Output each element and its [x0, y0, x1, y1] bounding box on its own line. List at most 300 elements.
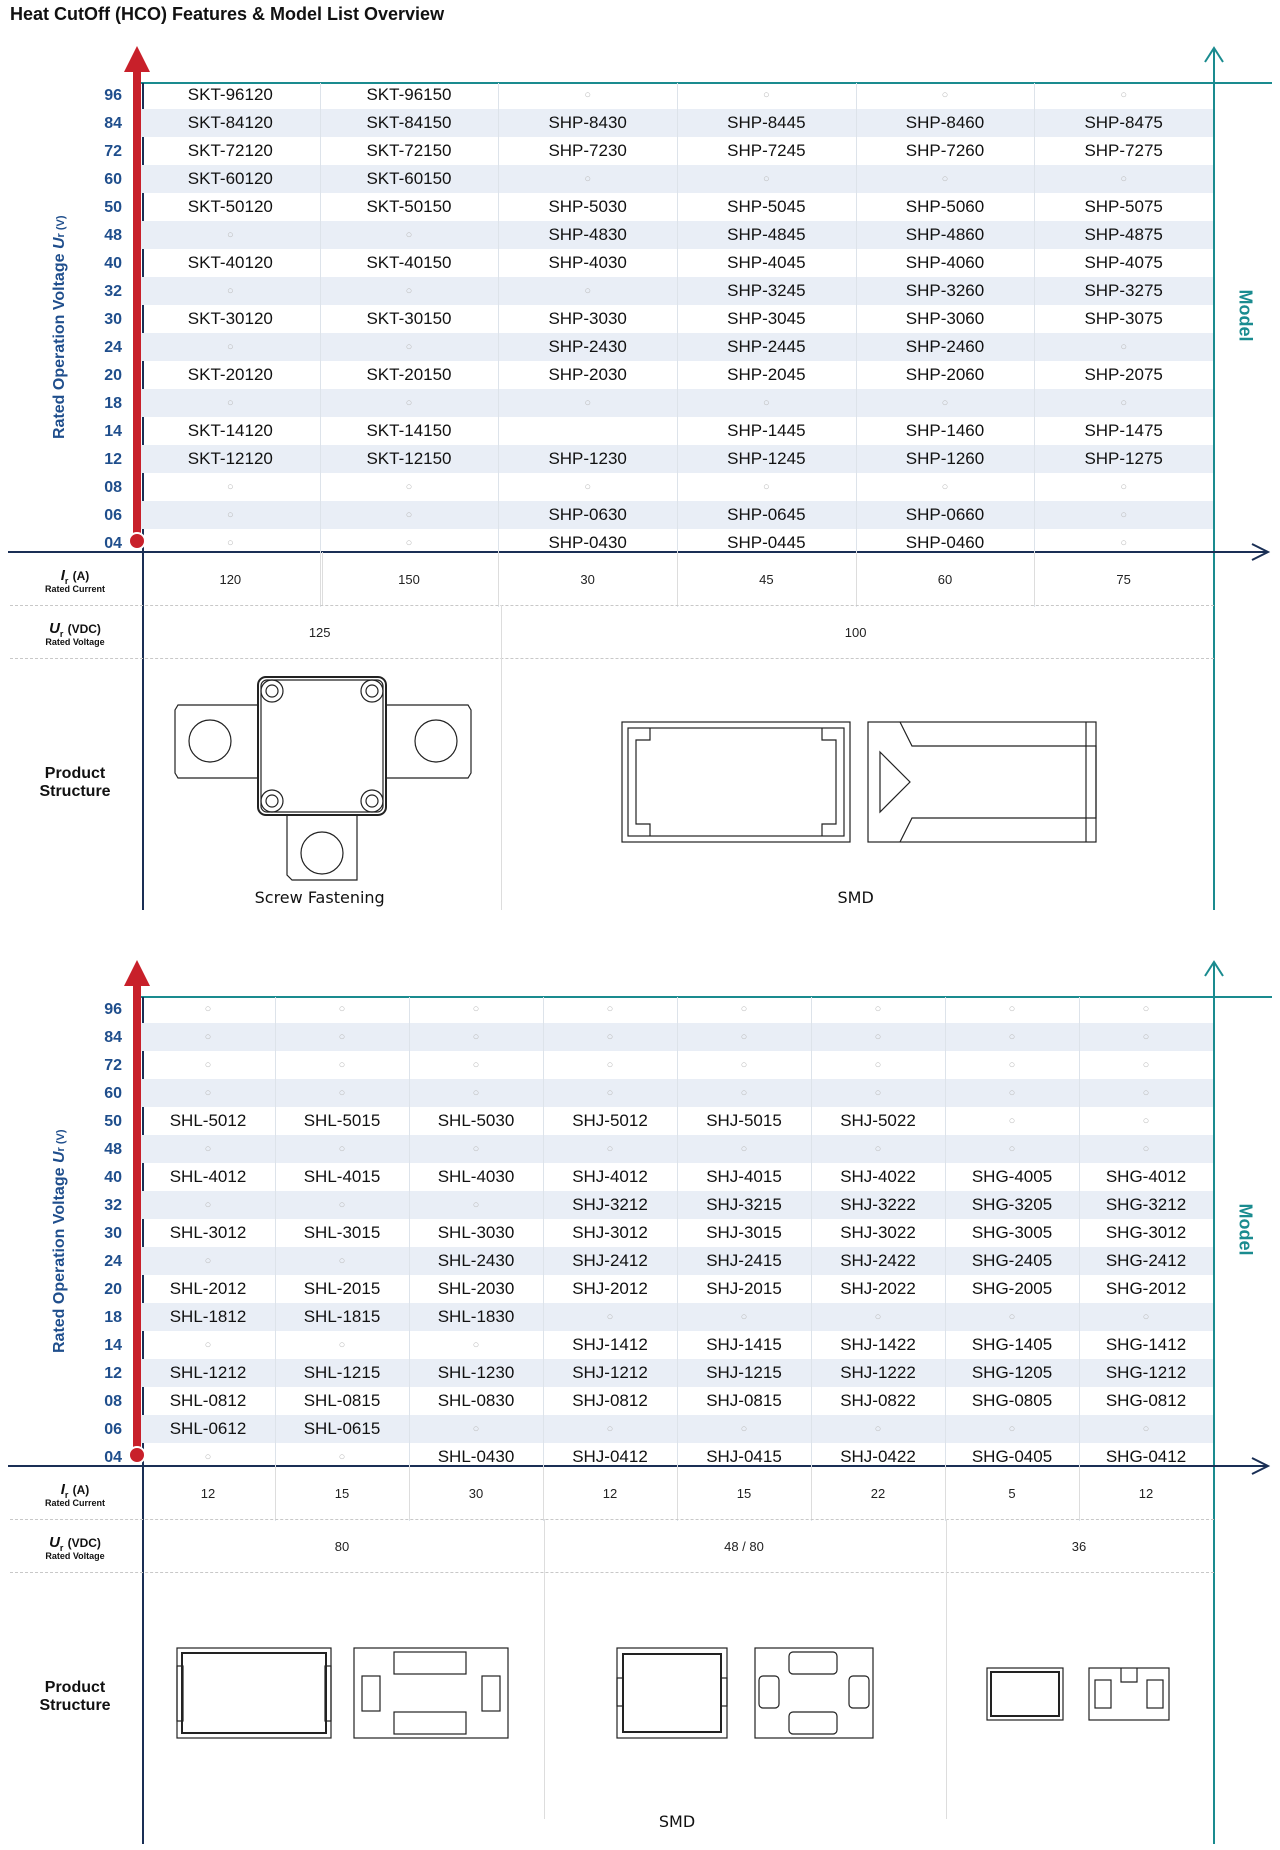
model-cell: SHL-5030 [437, 1111, 515, 1130]
empty-slot-mark: ○ [338, 1059, 346, 1071]
model-cell: SHJ-2012 [572, 1279, 648, 1298]
voltage-tick-label: 84 [104, 115, 122, 132]
model-cell: SHP-1475 [1084, 421, 1163, 440]
voltage-tick-label: 24 [104, 1253, 122, 1270]
model-cell: SKT-60120 [187, 169, 273, 188]
section2-divider-2 [10, 1572, 1214, 1573]
current-column-separator [275, 1466, 276, 1519]
model-cell: SHJ-1212 [572, 1363, 648, 1382]
model-cell: SHL-0430 [437, 1447, 515, 1466]
model-cell: SHP-2075 [1084, 365, 1163, 384]
model-cell: SHP-1275 [1084, 449, 1163, 468]
model-cell: SHP-2060 [905, 365, 985, 384]
model-cell: SHP-5030 [548, 197, 627, 216]
section2-divider-1 [10, 1519, 1214, 1520]
empty-slot-mark: ○ [1008, 1087, 1016, 1099]
model-cell: SHP-4860 [905, 225, 985, 244]
rated-current-value: 22 [870, 1486, 886, 1501]
current-column-separator [543, 1466, 544, 1519]
model-cell: SKT-20150 [366, 365, 452, 384]
shl-smd-drawing [175, 1646, 511, 1741]
empty-slot-mark: ○ [405, 537, 413, 549]
empty-slot-mark: ○ [1120, 481, 1127, 493]
empty-slot-mark: ○ [941, 397, 949, 409]
column-divider [677, 997, 678, 1521]
empty-slot-mark: ○ [763, 397, 770, 409]
section2-structure-label: Product Structure [39, 1679, 111, 1714]
model-cell: SHP-0430 [548, 533, 627, 552]
model-cell: SHL-0815 [303, 1391, 381, 1410]
model-cell: SHP-8430 [548, 113, 627, 132]
empty-slot-mark: ○ [1120, 509, 1127, 521]
voltage-tick-label: 30 [104, 311, 122, 328]
voltage-tick-label: 50 [104, 199, 122, 216]
current-column-separator [1034, 552, 1035, 605]
model-cell: SHG-3212 [1105, 1195, 1187, 1214]
model-cell: SHP-2030 [548, 365, 627, 384]
model-cell: SHJ-0412 [572, 1447, 648, 1466]
empty-slot-mark: ○ [405, 481, 413, 493]
model-cell: SHP-0460 [905, 533, 985, 552]
empty-slot-mark: ○ [1142, 1031, 1150, 1043]
voltage-tick-label: 08 [104, 1393, 122, 1410]
model-cell: SHG-2012 [1105, 1279, 1187, 1298]
model-cell: SHP-2045 [727, 365, 806, 384]
model-cell: SHP-1230 [548, 449, 627, 468]
voltage-tick-label: 50 [104, 1113, 122, 1130]
empty-slot-mark: ○ [204, 1339, 212, 1351]
model-cell: SHL-5012 [169, 1111, 247, 1130]
model-cell: SHG-3005 [971, 1223, 1053, 1242]
voltage-tick-label: 04 [104, 1449, 122, 1466]
section1-divider-2 [10, 658, 1214, 659]
empty-slot-mark: ○ [874, 1003, 882, 1015]
voltage-tick-label: 96 [104, 1001, 122, 1018]
voltage-tick-label: 72 [104, 1057, 122, 1074]
empty-slot-mark: ○ [338, 1003, 346, 1015]
column-divider [409, 997, 410, 1521]
model-cell: SHP-0645 [727, 505, 806, 524]
model-cell: SHG-1405 [971, 1335, 1053, 1354]
voltage-tick-label: 12 [104, 1365, 122, 1382]
empty-slot-mark: ○ [472, 1087, 480, 1099]
rated-current-value: 75 [1116, 572, 1131, 587]
empty-slot-mark: ○ [338, 1031, 346, 1043]
empty-slot-mark: ○ [874, 1311, 882, 1323]
model-cell: SHP-7245 [727, 141, 806, 160]
model-cell: SHJ-3215 [706, 1195, 782, 1214]
model-cell: SHL-1812 [169, 1307, 247, 1326]
empty-slot-mark: ○ [338, 1451, 346, 1463]
rated-current-value: 60 [937, 572, 953, 587]
shj-smd-drawing [615, 1646, 877, 1741]
model-cell: SKT-96120 [187, 85, 273, 104]
model-cell: SKT-72120 [187, 141, 273, 160]
voltage-tick-label: 20 [104, 367, 122, 384]
model-cell: SHJ-2015 [706, 1279, 782, 1298]
voltage-tick-label: 14 [104, 423, 122, 440]
empty-slot-mark: ○ [874, 1087, 882, 1099]
section1-divider-1 [10, 605, 1214, 606]
empty-slot-mark: ○ [740, 1311, 748, 1323]
empty-slot-mark: ○ [1142, 1059, 1150, 1071]
voltage-tick-label: 24 [104, 339, 122, 356]
empty-slot-mark: ○ [227, 229, 234, 241]
empty-slot-mark: ○ [606, 1059, 614, 1071]
model-cell: SHJ-2022 [840, 1279, 916, 1298]
model-cell: SHL-5015 [303, 1111, 381, 1130]
model-cell: SHP-3060 [905, 309, 985, 328]
voltage-tick-label: 60 [104, 1085, 122, 1102]
rated-current-value: 5 [1008, 1486, 1016, 1501]
model-cell: SHP-7230 [548, 141, 627, 160]
empty-slot-mark: ○ [1120, 341, 1127, 353]
rated-current-value: 15 [736, 1486, 752, 1501]
empty-slot-mark: ○ [740, 1003, 748, 1015]
model-cell: SHG-0405 [971, 1447, 1053, 1466]
current-column-separator [856, 552, 857, 605]
section2-y-axis-title: Rated Operation Voltage Ur (V) [51, 1129, 68, 1353]
model-cell: SHP-7260 [905, 141, 985, 160]
voltage-tick-label: 60 [104, 171, 122, 188]
model-cell: SHL-1830 [437, 1307, 515, 1326]
voltage-tick-label: 18 [104, 395, 122, 412]
model-cell: SHP-4845 [727, 225, 806, 244]
model-cell: SKT-30150 [366, 309, 452, 328]
model-cell: SKT-14120 [187, 421, 273, 440]
model-cell: SHL-1230 [437, 1363, 515, 1382]
empty-slot-mark: ○ [227, 481, 234, 493]
section2-structure-separator-a [544, 1519, 545, 1819]
model-cell: SHL-0830 [437, 1391, 515, 1410]
model-cell: SHP-8475 [1084, 113, 1163, 132]
model-cell: SHJ-1422 [840, 1335, 916, 1354]
voltage-tick-label: 14 [104, 1337, 122, 1354]
rated-voltage-value: 48 / 80 [724, 1539, 764, 1554]
empty-slot-mark: ○ [204, 1199, 212, 1211]
empty-slot-mark: ○ [405, 509, 413, 521]
model-cell: SHJ-1415 [706, 1335, 782, 1354]
model-cell: SHL-4012 [169, 1167, 247, 1186]
empty-slot-mark: ○ [1142, 1003, 1150, 1015]
voltage-tick-label: 32 [104, 1197, 122, 1214]
model-cell: SHJ-0815 [706, 1391, 782, 1410]
section-shl-shj-shg-hco [0, 914, 1280, 1850]
model-cell: SKT-40150 [366, 253, 452, 272]
section2-model-axis-label: Model [1235, 1203, 1256, 1256]
current-column-separator [677, 552, 678, 605]
empty-slot-mark: ○ [740, 1059, 748, 1071]
model-cell: SHJ-2415 [706, 1251, 782, 1270]
model-cell: SHP-4060 [905, 253, 985, 272]
empty-slot-mark: ○ [1142, 1087, 1150, 1099]
model-cell: SHL-2030 [437, 1279, 515, 1298]
model-cell: SHG-4012 [1105, 1167, 1187, 1186]
empty-slot-mark: ○ [584, 285, 591, 297]
model-cell: SHL-2430 [437, 1251, 515, 1270]
empty-slot-mark: ○ [338, 1087, 346, 1099]
model-cell: SHP-3275 [1084, 281, 1163, 300]
voltage-tick-label: 06 [104, 1421, 122, 1438]
model-cell: SHJ-3022 [840, 1223, 916, 1242]
model-cell: SHP-2430 [548, 337, 627, 356]
empty-slot-mark: ○ [740, 1143, 748, 1155]
section1-y-axis-title: Rated Operation Voltage Ur (V) [51, 215, 68, 439]
rated-voltage-value: 80 [334, 1539, 350, 1554]
model-cell: SHP-2445 [727, 337, 806, 356]
rated-current-value: 12 [602, 1486, 618, 1501]
empty-slot-mark: ○ [227, 537, 234, 549]
voltage-tick-label: 12 [104, 451, 122, 468]
empty-slot-mark: ○ [472, 1143, 480, 1155]
voltage-tick-label: 32 [104, 283, 122, 300]
model-cell: SHP-0445 [727, 533, 806, 552]
column-divider [320, 83, 321, 607]
empty-slot-mark: ○ [874, 1031, 882, 1043]
rated-current-value: 45 [759, 572, 774, 587]
model-cell: SHJ-5015 [706, 1111, 782, 1130]
model-cell: SHP-2460 [905, 337, 985, 356]
empty-slot-mark: ○ [1142, 1143, 1150, 1155]
section1-structure-separator [501, 605, 502, 910]
section2-ur-label: $U_r$ (VDC) Rated Voltage [45, 1534, 105, 1561]
column-divider [677, 83, 678, 607]
model-cell: SHJ-0415 [706, 1447, 782, 1466]
model-cell: SHG-0805 [971, 1391, 1053, 1410]
model-cell: SKT-20120 [187, 365, 273, 384]
section1-structure-label: Product Structure [39, 765, 111, 800]
empty-slot-mark: ○ [338, 1199, 346, 1211]
model-cell: SHJ-0422 [840, 1447, 916, 1466]
empty-slot-mark: ○ [472, 1339, 480, 1351]
empty-slot-mark: ○ [1008, 1311, 1016, 1323]
model-cell: SHJ-1215 [706, 1363, 782, 1382]
voltage-tick-label: 48 [104, 227, 122, 244]
empty-slot-mark: ○ [941, 481, 949, 493]
model-cell: SHP-7275 [1084, 141, 1163, 160]
empty-slot-mark: ○ [227, 397, 234, 409]
structure-caption: SMD [658, 1812, 696, 1831]
empty-slot-mark: ○ [204, 1087, 212, 1099]
model-cell: SKT-30120 [187, 309, 273, 328]
empty-slot-mark: ○ [1008, 1115, 1016, 1127]
section1-ur-label: $U_r$ (VDC) Rated Voltage [45, 620, 105, 647]
model-cell: SHJ-4015 [706, 1167, 782, 1186]
current-column-separator [677, 1466, 678, 1519]
empty-slot-mark: ○ [1008, 1143, 1016, 1155]
model-cell: SHJ-2412 [572, 1251, 648, 1270]
column-divider [275, 997, 276, 1521]
model-cell: SHJ-1412 [572, 1335, 648, 1354]
model-cell: SHG-2405 [971, 1251, 1053, 1270]
model-cell: SKT-12150 [366, 449, 452, 468]
model-cell: SHL-4030 [437, 1167, 515, 1186]
empty-slot-mark: ○ [472, 1059, 480, 1071]
empty-slot-mark: ○ [405, 285, 413, 297]
model-cell: SHP-3075 [1084, 309, 1163, 328]
empty-slot-mark: ○ [472, 1199, 480, 1211]
model-cell: SHG-2412 [1105, 1251, 1187, 1270]
empty-slot-mark: ○ [204, 1059, 212, 1071]
model-cell: SHL-3015 [303, 1223, 381, 1242]
section-screw-smd-hco [0, 0, 1280, 920]
model-cell: SHG-3205 [971, 1195, 1053, 1214]
empty-slot-mark: ○ [606, 1311, 614, 1323]
model-cell: SHJ-3012 [572, 1223, 648, 1242]
model-cell: SHP-5075 [1084, 197, 1163, 216]
empty-slot-mark: ○ [606, 1087, 614, 1099]
model-cell: SHG-0412 [1105, 1447, 1187, 1466]
voltage-tick-label: 48 [104, 1141, 122, 1158]
model-cell: SHG-1212 [1105, 1363, 1187, 1382]
model-cell: SHJ-1222 [840, 1363, 916, 1382]
model-cell: SKT-72150 [366, 141, 452, 160]
empty-slot-mark: ○ [941, 173, 949, 185]
model-cell: SHG-3012 [1105, 1223, 1187, 1242]
empty-slot-mark: ○ [740, 1423, 748, 1435]
current-column-separator [811, 1466, 812, 1519]
model-cell: SHP-1245 [727, 449, 806, 468]
model-cell: SHP-3260 [905, 281, 985, 300]
empty-slot-mark: ○ [227, 509, 234, 521]
model-cell: SHL-2012 [169, 1279, 247, 1298]
model-cell: SHJ-2422 [840, 1251, 916, 1270]
model-cell: SHJ-3212 [572, 1195, 648, 1214]
model-cell: SKT-84120 [187, 113, 273, 132]
model-cell: SHP-1260 [905, 449, 985, 468]
model-cell: SHG-0812 [1105, 1391, 1187, 1410]
model-cell: SHL-1215 [303, 1363, 381, 1382]
rated-current-value: 30 [468, 1486, 484, 1501]
empty-slot-mark: ○ [1120, 173, 1127, 185]
empty-slot-mark: ○ [606, 1003, 614, 1015]
model-cell: SHP-0630 [548, 505, 627, 524]
model-cell: SHL-2015 [303, 1279, 381, 1298]
shp-smd-drawing [620, 720, 1100, 845]
empty-slot-mark: ○ [763, 89, 770, 101]
empty-slot-mark: ○ [763, 173, 770, 185]
model-cell: SHP-4830 [548, 225, 627, 244]
rated-current-value: 12 [1138, 1486, 1154, 1501]
model-cell: SHG-4005 [971, 1167, 1053, 1186]
model-cell: SHP-0660 [905, 505, 985, 524]
empty-slot-mark: ○ [204, 1003, 212, 1015]
screw-fastening-drawing [170, 675, 476, 885]
empty-slot-mark: ○ [1120, 89, 1127, 101]
voltage-tick-label: 30 [104, 1225, 122, 1242]
rated-current-value: 30 [580, 572, 595, 587]
empty-slot-mark: ○ [874, 1059, 882, 1071]
model-cell: SHJ-3222 [840, 1195, 916, 1214]
empty-slot-mark: ○ [606, 1423, 614, 1435]
section2-ir-label: $I_r$ (A) Rated Current [44, 1481, 105, 1508]
empty-slot-mark: ○ [874, 1423, 882, 1435]
empty-slot-mark: ○ [1008, 1031, 1016, 1043]
rated-voltage-value: 36 [1071, 1539, 1087, 1554]
model-cell: SHG-1412 [1105, 1335, 1187, 1354]
column-divider [1079, 997, 1080, 1521]
model-cell: SHP-5045 [727, 197, 806, 216]
model-cell: SHP-1460 [905, 421, 985, 440]
empty-slot-mark: ○ [1008, 1003, 1016, 1015]
section1-model-axis-label: Model [1235, 289, 1256, 342]
model-cell: SHP-4875 [1084, 225, 1163, 244]
voltage-tick-label: 84 [104, 1029, 122, 1046]
rated-current-value: 12 [200, 1486, 216, 1501]
empty-slot-mark: ○ [874, 1143, 882, 1155]
section1-current-separators [322, 552, 323, 605]
empty-slot-mark: ○ [227, 285, 234, 297]
model-cell: SHP-3245 [727, 281, 806, 300]
model-cell: SHL-0615 [303, 1419, 381, 1438]
empty-slot-mark: ○ [584, 481, 591, 493]
empty-slot-mark: ○ [941, 89, 949, 101]
voltage-tick-label: 20 [104, 1281, 122, 1298]
empty-slot-mark: ○ [1008, 1059, 1016, 1071]
model-cell: SHL-1212 [169, 1363, 247, 1382]
rated-voltage-value: 100 [844, 625, 867, 640]
model-cell: SHJ-0822 [840, 1391, 916, 1410]
model-cell: SHL-0812 [169, 1391, 247, 1410]
empty-slot-mark: ○ [472, 1031, 480, 1043]
empty-slot-mark: ○ [1142, 1423, 1150, 1435]
model-cell: SHJ-5022 [840, 1111, 916, 1130]
rated-current-value: 150 [398, 572, 420, 587]
structure-caption: Screw Fastening [254, 888, 385, 907]
section2-structure-separator-b [946, 1519, 947, 1819]
voltage-tick-label: 72 [104, 143, 122, 160]
empty-slot-mark: ○ [1120, 537, 1127, 549]
rated-current-value: 15 [334, 1486, 350, 1501]
model-cell: SHP-8445 [727, 113, 806, 132]
empty-slot-mark: ○ [405, 341, 413, 353]
model-cell: SHJ-0812 [572, 1391, 648, 1410]
model-cell: SHL-0612 [169, 1419, 247, 1438]
model-cell: SKT-84150 [366, 113, 452, 132]
model-cell: SHP-3030 [548, 309, 627, 328]
empty-slot-mark: ○ [584, 89, 591, 101]
model-cell: SHP-4045 [727, 253, 806, 272]
model-cell: SHP-1445 [727, 421, 806, 440]
column-divider [543, 997, 544, 1521]
page-title: Heat CutOff (HCO) Features & Model List Overview [10, 4, 445, 24]
model-cell: SKT-50150 [366, 197, 452, 216]
empty-slot-mark: ○ [472, 1423, 480, 1435]
section2-model-grid [141, 997, 1213, 1466]
model-cell: SHJ-5012 [572, 1111, 648, 1130]
voltage-tick-label: 96 [104, 87, 122, 104]
model-cell: SHP-5060 [905, 197, 985, 216]
column-divider [498, 83, 499, 607]
model-cell: SHP-8460 [905, 113, 985, 132]
model-cell: SHJ-4022 [840, 1167, 916, 1186]
current-column-separator [1079, 1466, 1080, 1519]
model-cell: SHG-2005 [971, 1279, 1053, 1298]
empty-slot-mark: ○ [1142, 1115, 1150, 1127]
shg-smd-drawing [985, 1666, 1175, 1722]
model-cell: SKT-60150 [366, 169, 452, 188]
model-cell: SHL-4015 [303, 1167, 381, 1186]
voltage-tick-label: 18 [104, 1309, 122, 1326]
empty-slot-mark: ○ [763, 481, 770, 493]
empty-slot-mark: ○ [606, 1031, 614, 1043]
empty-slot-mark: ○ [606, 1143, 614, 1155]
column-divider [856, 83, 857, 607]
model-cell: SKT-50120 [187, 197, 273, 216]
model-cell: SHL-3012 [169, 1223, 247, 1242]
empty-slot-mark: ○ [740, 1031, 748, 1043]
empty-slot-mark: ○ [204, 1255, 212, 1267]
